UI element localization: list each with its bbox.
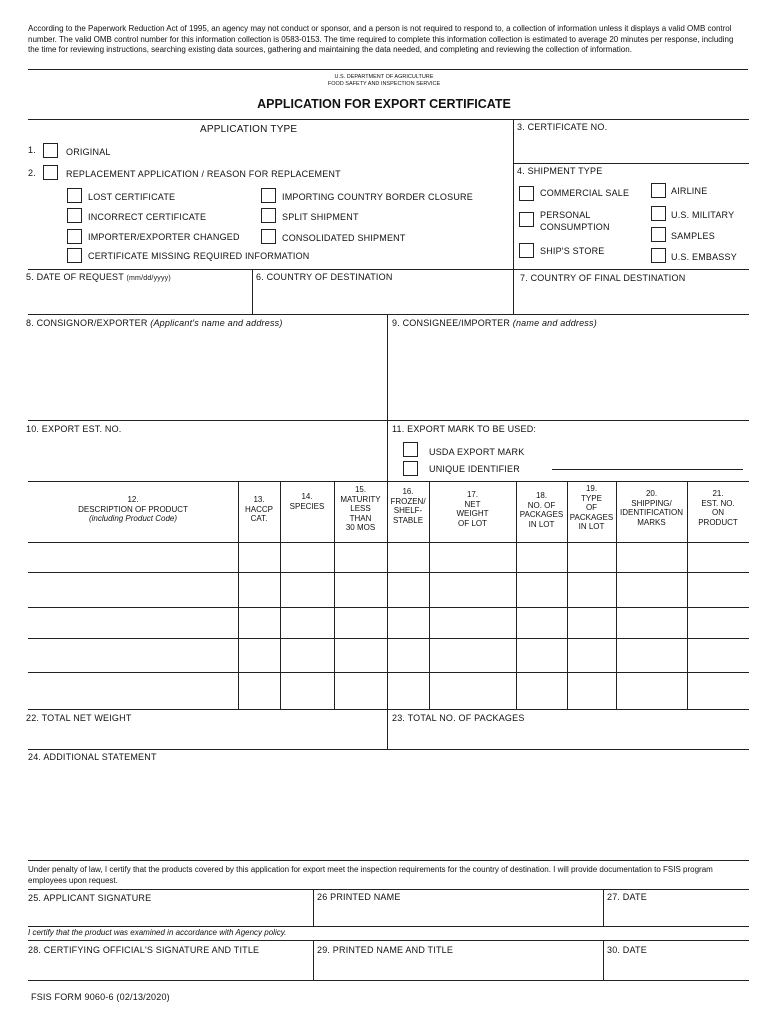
item-1-number: 1. [28, 145, 36, 155]
additional-statement-label: 24. ADDITIONAL STATEMENT [28, 752, 157, 762]
commercial-sale-checkbox[interactable] [519, 186, 534, 201]
consumption-label: CONSUMPTION [540, 222, 610, 232]
unique-identifier-label: UNIQUE IDENTIFIER [429, 464, 520, 474]
col-maturity-header: 15. MATURITY LESS THAN 30 MOS [340, 485, 381, 532]
incorrect-certificate-checkbox[interactable] [67, 208, 82, 223]
unique-identifier-line[interactable] [552, 469, 743, 470]
missing-info-checkbox[interactable] [67, 248, 82, 263]
missing-info-label: CERTIFICATE MISSING REQUIRED INFORMATION [88, 251, 310, 261]
original-label: ORIGINAL [66, 147, 111, 157]
form-title: APPLICATION FOR EXPORT CERTIFICATE [257, 97, 511, 111]
certificate-no-label: 3. CERTIFICATE NO. [517, 122, 608, 132]
col-species-header: 14. SPECIES [289, 492, 325, 511]
table-row[interactable] [28, 608, 749, 638]
applicant-signature-field[interactable] [28, 905, 311, 925]
ships-store-label: SHIP'S STORE [540, 246, 605, 256]
col-est-no-header: 21. EST. NO. ON PRODUCT [698, 489, 738, 527]
date-of-request-field[interactable] [28, 284, 250, 312]
consignor-note: (Applicant's name and address) [150, 318, 283, 328]
consolidated-shipment-label: CONSOLIDATED SHIPMENT [282, 233, 406, 243]
col-packages-header: 18. NO. OF PACKAGES IN LOT [519, 491, 564, 529]
col-net-weight-header: 17. NET WEIGHT OF LOT [456, 490, 489, 528]
military-checkbox[interactable] [651, 206, 666, 221]
country-final-label: 7. COUNTRY OF FINAL DESTINATION [520, 273, 686, 283]
total-packages-field[interactable] [390, 725, 746, 747]
consignee-label: 9. CONSIGNEE/IMPORTER (name and address) [392, 318, 597, 328]
total-packages-label: 23. TOTAL NO. OF PACKAGES [392, 713, 525, 723]
penalty-statement: Under penalty of law, I certify that the products covered by this application for export meet the inspection requirements for the country of destination. I will provide documentation to FSIS program employees upon request. [28, 865, 713, 885]
export-mark-label: 11. EXPORT MARK TO BE USED: [392, 424, 537, 434]
ships-store-checkbox[interactable] [519, 243, 534, 258]
table-row[interactable] [28, 639, 749, 672]
total-net-weight-label: 22. TOTAL NET WEIGHT [26, 713, 132, 723]
consignor-label: 8. CONSIGNOR/EXPORTER (Applicant's name and address) [26, 318, 283, 328]
printed-name-title-field[interactable] [316, 957, 601, 979]
printed-name-title-label: 29. PRINTED NAME AND TITLE [317, 945, 454, 955]
usda-mark-label: USDA EXPORT MARK [429, 447, 525, 457]
certify-examined-statement: I certify that the product was examined in accordance with Agency policy. [28, 928, 287, 937]
replacement-checkbox[interactable] [43, 165, 58, 180]
airline-label: AIRLINE [671, 186, 708, 196]
border-closure-label: IMPORTING COUNTRY BORDER CLOSURE [282, 192, 473, 202]
agency-name [0, 74, 768, 87]
consignee-note: (name and address) [512, 318, 597, 328]
certifying-official-field[interactable] [28, 957, 311, 979]
col-package-type-header: 19. TYPE OF PACKAGES IN LOT [569, 484, 614, 531]
agency-line-1: U.S. DEPARTMENT OF AGRICULTURE [334, 74, 434, 80]
item-2-number: 2. [28, 168, 36, 178]
paperwork-notice: According to the Paperwork Reduction Act of 1995, an agency may not conduct or sponsor, and a person is not required to respond to, a collection of information unless it displays a valid OMB control number. The valid OMB control number for this information collection is 0583-0153. The time required to complete this information collection is estimated to average 20 minutes per response, including the time for reviewing instructions, searching existing data sources, gathering and maintaining the data needed, and completing and reviewing the collection of information. [28, 24, 734, 54]
original-checkbox[interactable] [43, 143, 58, 158]
shipment-type-header: 4. SHIPMENT TYPE [517, 166, 603, 176]
personal-consumption-checkbox[interactable] [519, 212, 534, 227]
incorrect-certificate-label: INCORRECT CERTIFICATE [88, 212, 207, 222]
lost-certificate-checkbox[interactable] [67, 188, 82, 203]
importer-changed-checkbox[interactable] [67, 229, 82, 244]
lost-certificate-label: LOST CERTIFICATE [88, 192, 176, 202]
col-haccp-header: 13. HACCP CAT. [244, 495, 273, 523]
printed-name-label: 26 PRINTED NAME [317, 892, 401, 902]
military-label: U.S. MILITARY [671, 210, 735, 220]
personal-label: PERSONAL [540, 210, 591, 220]
date-format-hint: (mm/dd/yyyy) [126, 275, 171, 282]
embassy-label: U.S. EMBASSY [671, 252, 737, 262]
country-final-field[interactable] [516, 285, 746, 312]
date-30-field[interactable] [606, 957, 746, 979]
certifying-official-label: 28. CERTIFYING OFFICIAL'S SIGNATURE AND TITLE [28, 945, 260, 955]
embassy-checkbox[interactable] [651, 248, 666, 263]
date-27-field[interactable] [606, 904, 746, 925]
samples-checkbox[interactable] [651, 227, 666, 242]
printed-name-field[interactable] [316, 904, 601, 925]
country-destination-field[interactable] [255, 284, 511, 312]
importer-changed-label: IMPORTER/EXPORTER CHANGED [88, 232, 240, 242]
split-shipment-checkbox[interactable] [261, 208, 276, 223]
split-shipment-label: SPLIT SHIPMENT [282, 212, 359, 222]
table-row[interactable] [28, 573, 749, 607]
airline-checkbox[interactable] [651, 183, 666, 198]
border-closure-checkbox[interactable] [261, 188, 276, 203]
date-30-label: 30. DATE [607, 945, 647, 955]
samples-label: SAMPLES [671, 231, 715, 241]
agency-line-2: FOOD SAFETY AND INSPECTION SERVICE [327, 80, 441, 87]
additional-statement-field[interactable] [28, 764, 746, 856]
date-of-request-label: 5. DATE OF REQUEST (mm/dd/yyyy) [26, 272, 171, 282]
col-frozen-header: 16. FROZEN/ SHELF- STABLE [390, 487, 426, 525]
country-destination-label: 6. COUNTRY OF DESTINATION [256, 272, 393, 282]
total-net-weight-field[interactable] [28, 725, 384, 747]
commercial-sale-label: COMMERCIAL SALE [540, 188, 630, 198]
applicant-signature-label: 25. APPLICANT SIGNATURE [28, 893, 152, 903]
date-27-label: 27. DATE [607, 892, 647, 902]
certificate-no-field[interactable] [516, 134, 746, 162]
consignee-field[interactable] [390, 330, 746, 418]
unique-identifier-checkbox[interactable] [403, 461, 418, 476]
export-est-label: 10. EXPORT EST. NO. [26, 424, 122, 434]
consignor-field[interactable] [28, 330, 384, 418]
usda-mark-checkbox[interactable] [403, 442, 418, 457]
application-type-header: APPLICATION TYPE [200, 124, 298, 135]
replacement-label: REPLACEMENT APPLICATION / REASON FOR REPLACEMENT [66, 169, 341, 179]
divider [28, 69, 748, 70]
table-row[interactable] [28, 543, 749, 572]
table-row[interactable] [28, 673, 749, 709]
col-description-header: 12. DESCRIPTION OF PRODUCT (including Product Code) [78, 495, 188, 523]
consolidated-shipment-checkbox[interactable] [261, 229, 276, 244]
form-id: FSIS FORM 9060-6 (02/13/2020) [31, 992, 170, 1002]
export-est-field[interactable] [28, 436, 384, 478]
col-shipping-marks-header: 20. SHIPPING/ IDENTIFICATION MARKS [620, 489, 683, 527]
